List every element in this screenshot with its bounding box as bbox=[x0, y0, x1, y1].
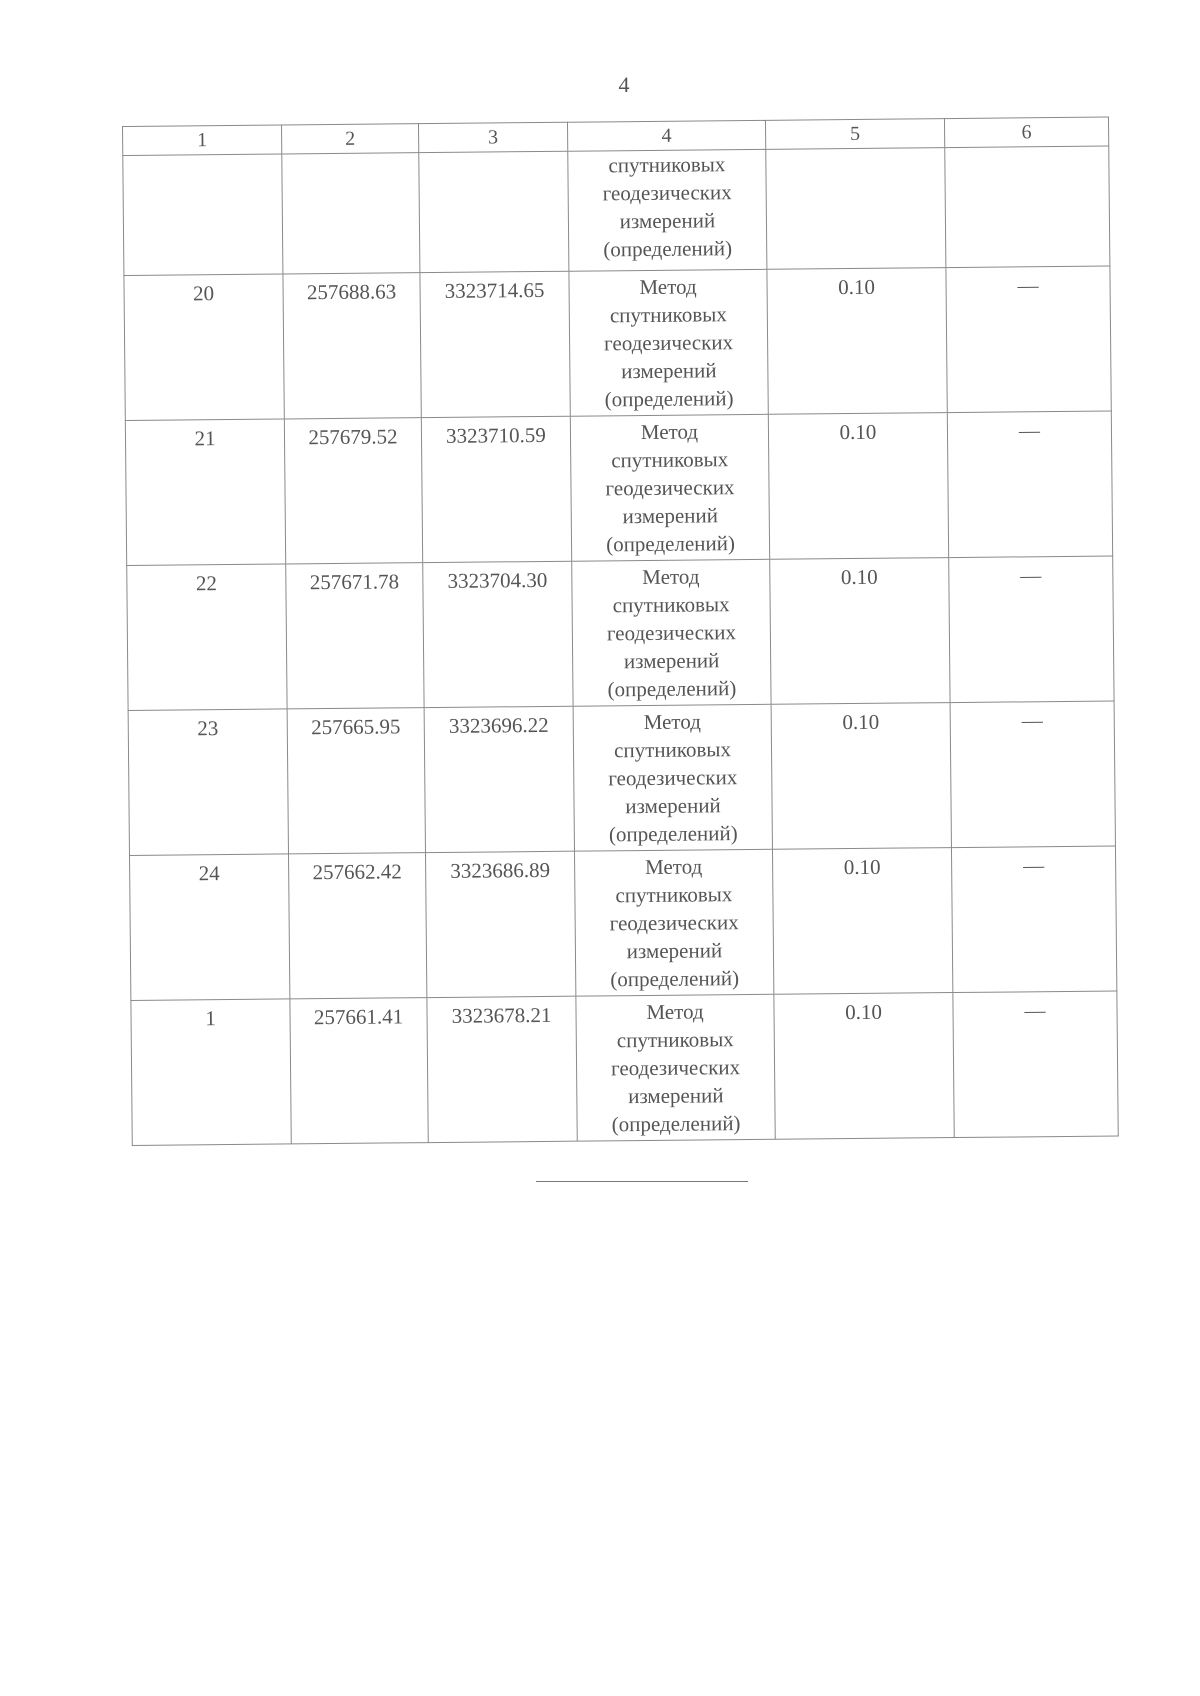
coordinates-table bbox=[122, 117, 1119, 1146]
note-cell: — bbox=[953, 991, 1118, 1138]
method-cell: Метод спутниковых геодезических измерений (определений) bbox=[572, 559, 771, 706]
method-cell: спутниковых геодезических измерений (определений) bbox=[568, 149, 767, 271]
note-cell: — bbox=[946, 266, 1111, 413]
column-header: 3 bbox=[418, 122, 567, 152]
y-coordinate-cell bbox=[419, 151, 569, 272]
closing-divider bbox=[536, 1181, 748, 1182]
method-cell: Метод спутниковых геодезических измерений (определений) bbox=[569, 269, 768, 416]
note-cell: — bbox=[951, 846, 1116, 993]
table-row bbox=[125, 411, 1112, 565]
x-coordinate-cell: 257665.95 bbox=[287, 708, 425, 854]
y-coordinate-cell: 3323714.65 bbox=[420, 271, 570, 417]
point-number-cell: 21 bbox=[125, 419, 285, 566]
method-cell: Метод спутниковых геодезических измерений (определений) bbox=[573, 704, 772, 851]
point-number-cell: 20 bbox=[124, 274, 284, 421]
column-header: 4 bbox=[567, 120, 765, 151]
table-row bbox=[127, 556, 1114, 710]
table-row bbox=[124, 266, 1111, 420]
note-cell: — bbox=[950, 701, 1115, 848]
point-number-cell: 1 bbox=[131, 999, 291, 1146]
point-number-cell: 24 bbox=[130, 854, 290, 1001]
x-coordinate-cell: 257671.78 bbox=[286, 563, 424, 709]
point-number-cell: 22 bbox=[127, 564, 287, 711]
column-header: 5 bbox=[765, 119, 944, 150]
note-cell: — bbox=[949, 556, 1114, 703]
note-cell: — bbox=[947, 411, 1112, 558]
table-row bbox=[131, 991, 1118, 1145]
y-coordinate-cell: 3323710.59 bbox=[421, 416, 571, 562]
accuracy-cell: 0.10 bbox=[770, 558, 950, 705]
x-coordinate-cell bbox=[282, 153, 420, 274]
coordinates-table-container bbox=[122, 117, 1118, 1146]
x-coordinate-cell: 257662.42 bbox=[288, 853, 426, 999]
column-header: 6 bbox=[944, 117, 1108, 148]
note-cell bbox=[945, 146, 1110, 268]
x-coordinate-cell: 257661.41 bbox=[290, 998, 428, 1144]
accuracy-cell: 0.10 bbox=[768, 413, 948, 560]
column-header: 2 bbox=[281, 124, 418, 154]
accuracy-cell: 0.10 bbox=[772, 848, 952, 995]
table-row bbox=[130, 846, 1117, 1000]
accuracy-cell: 0.10 bbox=[767, 268, 947, 415]
column-header: 1 bbox=[123, 125, 282, 156]
method-cell: Метод спутниковых геодезических измерений (определений) bbox=[570, 414, 769, 561]
point-number-cell bbox=[123, 154, 283, 276]
page-number: 4 bbox=[618, 72, 630, 97]
y-coordinate-cell: 3323704.30 bbox=[423, 561, 573, 707]
table-row bbox=[128, 701, 1115, 855]
y-coordinate-cell: 3323686.89 bbox=[425, 851, 575, 997]
y-coordinate-cell: 3323678.21 bbox=[427, 996, 577, 1142]
x-coordinate-cell: 257679.52 bbox=[284, 418, 422, 564]
method-cell: Метод спутниковых геодезических измерений (определений) bbox=[574, 849, 773, 996]
table-row-continuation bbox=[123, 146, 1110, 275]
accuracy-cell: 0.10 bbox=[774, 993, 954, 1140]
point-number-cell: 23 bbox=[128, 709, 288, 856]
accuracy-cell bbox=[766, 148, 946, 270]
y-coordinate-cell: 3323696.22 bbox=[424, 706, 574, 852]
accuracy-cell: 0.10 bbox=[771, 703, 951, 850]
x-coordinate-cell: 257688.63 bbox=[283, 273, 421, 419]
method-cell: Метод спутниковых геодезических измерений (определений) bbox=[576, 994, 775, 1141]
